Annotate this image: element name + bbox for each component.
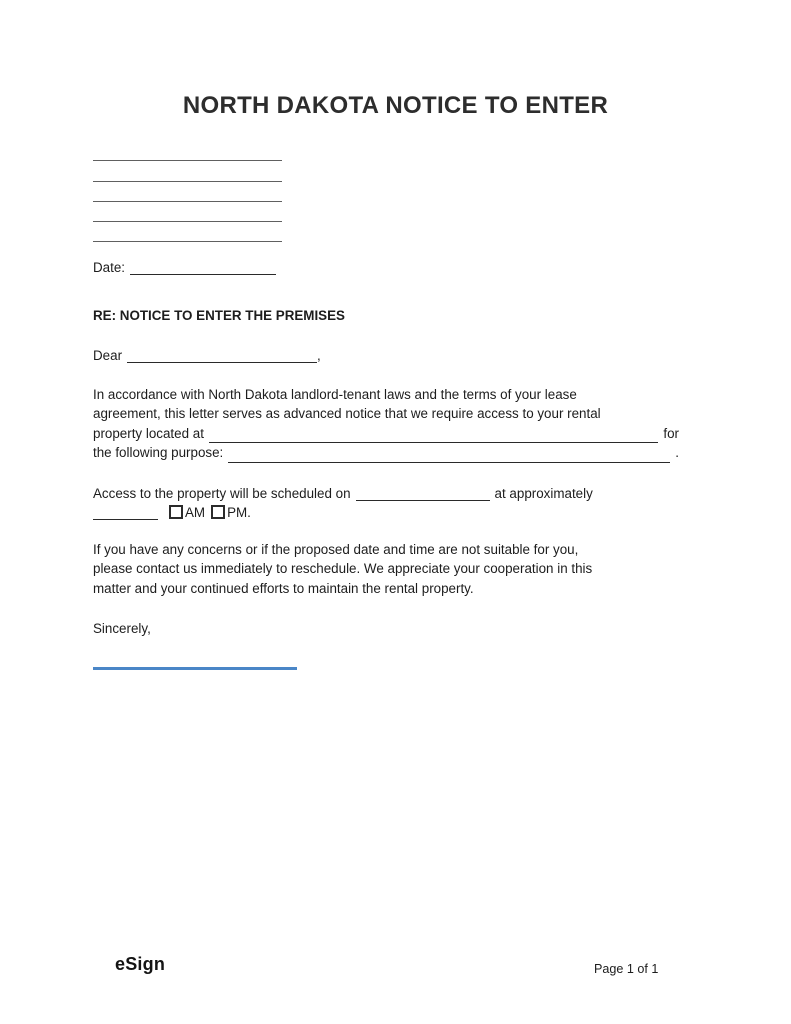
salutation-suffix: ,	[317, 348, 321, 363]
scheduled-date-field[interactable]	[356, 487, 490, 501]
paragraph-line: agreement, this letter serves as advanced notice that we require access to your rental	[93, 406, 601, 422]
am-checkbox[interactable]	[169, 505, 183, 519]
signature-field[interactable]	[93, 667, 297, 670]
address-blank-field-5[interactable]	[93, 222, 282, 242]
paragraph-line	[93, 443, 679, 462]
paragraph-access-notice	[93, 385, 679, 463]
address-blank-field-2[interactable]	[93, 161, 282, 181]
salutation-row	[93, 346, 321, 365]
subject-line: RE: NOTICE TO ENTER THE PREMISES	[93, 308, 345, 323]
paragraph-line	[93, 503, 679, 522]
pm-label: PM.	[227, 505, 251, 521]
date-row	[93, 258, 276, 277]
paragraph-line: If you have any concerns or if the proposed date and time are not suitable for you,	[93, 542, 579, 557]
am-label: AM	[185, 505, 206, 521]
page-number: Page 1 of 1	[594, 962, 659, 976]
address-blank-field-1[interactable]	[93, 141, 282, 161]
paragraph-line: matter and your continued efforts to maintain the rental property.	[93, 580, 474, 596]
scheduled-on-label: Access to the property will be scheduled on	[93, 486, 351, 501]
paragraph-concerns	[93, 540, 679, 598]
date-label: Date:	[93, 260, 126, 275]
property-address-field[interactable]	[209, 427, 658, 443]
address-blank-field-4[interactable]	[93, 202, 282, 222]
paragraph-line	[93, 484, 679, 503]
paragraph-line	[93, 424, 679, 443]
entry-purpose-field[interactable]	[228, 447, 670, 463]
paragraph-schedule	[93, 484, 679, 523]
sender-address-block	[93, 141, 282, 242]
property-located-label: property located at	[93, 425, 204, 441]
paragraph-line: please contact us immediately to reschedule. We appreciate your cooperation in this	[93, 561, 593, 577]
paragraph-line: In accordance with North Dakota landlord-tenant laws and the terms of your lease	[93, 387, 577, 402]
approximate-time-field[interactable]	[93, 506, 158, 520]
recipient-name-field[interactable]	[127, 349, 317, 363]
date-blank-field[interactable]	[130, 261, 276, 275]
approximately-label: at approximately	[494, 486, 593, 501]
address-blank-field-3[interactable]	[93, 182, 282, 202]
esign-logo: eSign	[115, 954, 166, 974]
period-label: .	[675, 445, 679, 461]
closing-line: Sincerely,	[93, 621, 151, 636]
for-label: for	[663, 425, 679, 441]
salutation-prefix: Dear	[93, 348, 123, 363]
document-title: NORTH DAKOTA NOTICE TO ENTER	[182, 92, 609, 119]
purpose-label: the following purpose:	[93, 445, 224, 461]
pm-checkbox[interactable]	[211, 505, 225, 519]
